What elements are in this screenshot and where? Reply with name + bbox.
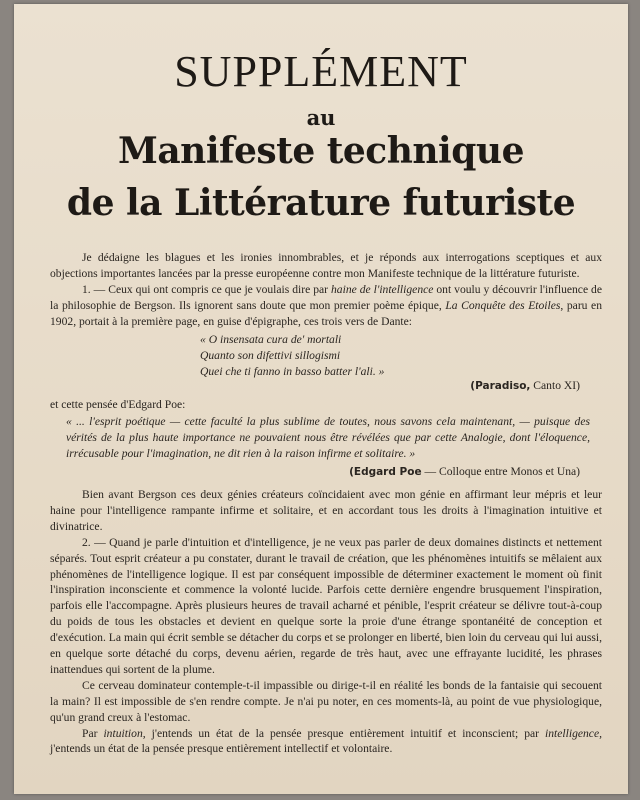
verse-line: « O insensata cura de' mortali [200, 332, 342, 346]
verse-line: Quanto son difettivi sillogismi [200, 348, 341, 362]
poe-intro: et cette pensée d'Edgard Poe: [50, 398, 186, 412]
para1-book-title: La Conquête des Etoiles [445, 298, 561, 312]
para4-text-c: j'entends un état de la pensée presque entièrement intuitif et inconscient; par [145, 726, 546, 740]
poe-quote: « ... l'esprit poétique — cette faculté la plus sublime de toutes, nous savons cela maintenant, — puisque des vérités de la plus haute importance ne pouvaient nous être révélées que par cette Analogie, dont l'éloquence, irrécusable pour l'imagination, ne dit rien à la raison infirme et solitaire. » [66, 415, 590, 461]
para4-term-intelligence: intelligence, [545, 726, 602, 740]
paragraph-2: 2. — Quand je parle d'intuition et d'intelligence, je ne veux pas parler de deux domaines distincts et nettement séparés. Tout esprit créateur a pu constater, durant le travail de création, que les phénomènes intuitifs se mêlaient aux phénomènes de l'intelligence logique. Il est par conséquent impossible de déterminer exactement le moment où finit l'inspiration inconsciente et commence la volonté lucide. Parfois cette dernière engendre brusquement l'inspiration, parfois elle l'accompagne. Après plusieurs heures de travail acharné et pénible, l'esprit créateur se délivre tout-à-coup du poids de tous les obstacles et devient en quelque sorte la proie d'une étrange spontanéité de conception et d'exécution. La main qui écrit semble se détacher du corps et se prolonger en liberté, bien loin du cerveau qui lui aussi, en quelque sorte détaché du corps, devenu aérien, regarde de très haut, avec une effrayante lucidité, les phrases inattendues qui sortent de la plume. [50, 535, 602, 676]
title-line-supplement: SUPPLÉMENT [174, 47, 468, 96]
citation-paradiso [50, 378, 580, 395]
title-line-litterature: de la Littérature futuriste [66, 182, 576, 224]
para4-text-a: Par [82, 726, 104, 740]
para1-text-a: 1. — Ceux qui ont compris ce que je voulais dire par [82, 282, 331, 296]
citation-rest: Canto XI) [530, 378, 580, 392]
para4-text-e: j'entends un état de la pensée presque entièrement intellectif et volontaire. [50, 742, 393, 756]
bergson-paragraph: Bien avant Bergson ces deux génies créateurs coïncidaient avec mon génie en affirmant leur mépris et leur haine pour l'intelligence rampante infirme et solitaire, et en accordant tous les droits à l'imagination intuitive et divinatrice. [50, 487, 602, 533]
dante-verse [200, 332, 602, 380]
citation-work: (Paradiso, [470, 379, 531, 392]
verse-line: Quei che ti fanno in basso batter l'ali. » [200, 364, 385, 378]
para1-emphasis: haine de l'intelligence [331, 282, 434, 296]
paragraph-4 [50, 726, 602, 758]
citation-poe [50, 464, 580, 481]
para1-text-c: ont voulu y découvrir l'influence de la philosophie de Bergson. Ils ignorent sans doute que mon premier poème épique, [50, 282, 602, 312]
title-line-manifeste: Manifeste technique [118, 130, 524, 172]
citation-work: (Edgard Poe [349, 466, 422, 479]
page-sheet [14, 4, 628, 794]
para4-term-intuition: intuition, [103, 726, 146, 740]
title-line-au: au [306, 105, 336, 130]
citation-rest: — Colloque entre Monos et Una) [421, 465, 580, 479]
para1-text-e: , paru en 1902, portait à la première page, en guise d'épigraphe, ces trois vers de Dante: [50, 298, 603, 328]
intro-paragraph: Je dédaigne les blagues et les ironies innombrables, et je réponds aux interrogations sceptiques et aux objections importantes lancées par la presse européenne contre mon Manifeste technique de la littérature futuriste. [50, 251, 602, 280]
paragraph-3: Ce cerveau dominateur contemple-t-il impassible ou dirige-t-il en réalité les bonds de la fantaisie qui secouent la main? Il est impossible de s'en rendre compte. Je n'ai pu noter, en ces moments-là, au point de vue physiologique, qu'un grand creux à l'estomac. [50, 678, 602, 724]
paragraph-1 [50, 282, 602, 330]
body-text [50, 250, 602, 757]
